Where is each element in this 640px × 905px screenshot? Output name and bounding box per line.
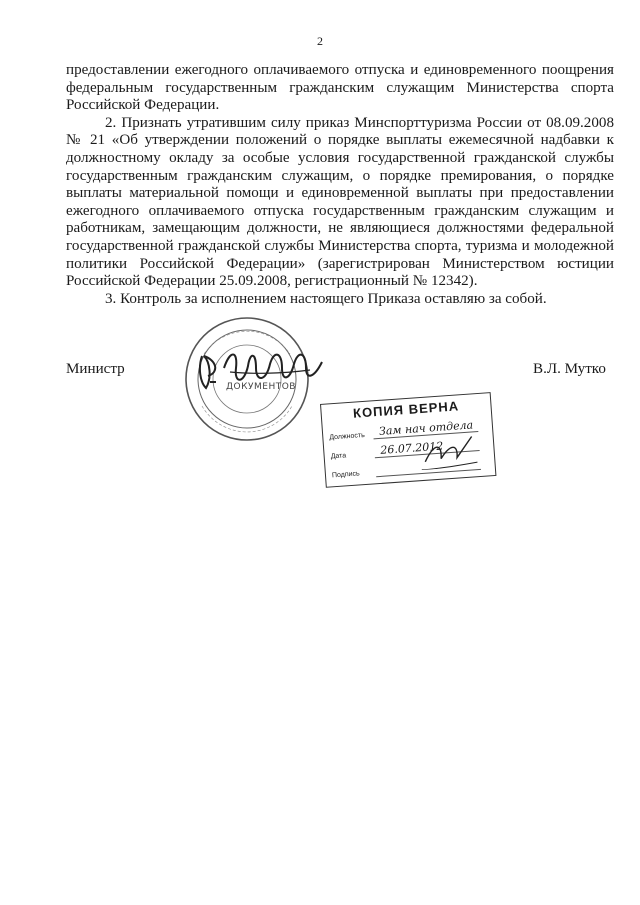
document-body (66, 62, 614, 308)
minister-name: В.Л. Мутко (533, 361, 606, 377)
stamp-signature-scribble (419, 432, 481, 470)
certification-stamp (320, 392, 496, 488)
stamp-signature-label: Подпись (331, 470, 360, 480)
paragraph-2: 2. Признать утратившим силу приказ Минспорттуризма России от 08.09.2008 № 21 «Об утверждении положений о порядке выплаты ежемесячной надбавки к должностному окладу за особые условия государственной гражданской службы государственным гражданским служащим, о порядке премирования, о порядке выплаты материальной помощи и единовременной выплаты при предоставлении ежегодного оплачиваемого отпуска государственным гражданским служащим и работникам, замещающим должности, не являющиеся должностями федеральной государственной гражданской службы Министерства спорта, туризма и молодежной политики Российской Федерации» (зарегистрирован Министерством юстиции Российской Федерации 25.09.2008, регистрационный № 12342). (66, 114, 614, 290)
stamp-date-label: Дата (330, 452, 347, 461)
stamp-signature-line (376, 469, 481, 477)
stamp-position-label: Должность (329, 431, 365, 442)
paragraph-continuation: предоставлении ежегодного оплачиваемого отпуска и единовременного поощрения федеральным государственным гражданским служащим Министерства спорта Российской Федерации. (66, 62, 614, 114)
page-number: 2 (317, 34, 323, 48)
seal-text: ДОКУМЕНТОВ (226, 382, 296, 392)
stamp-position-value: Зам нач отдела (373, 419, 479, 439)
handwritten-signature (190, 338, 330, 398)
paragraph-3: 3. Контроль за исполнением настоящего Приказа оставляю за собой. (105, 290, 547, 307)
minister-position-label: Министр (66, 361, 125, 377)
stamp-title: КОПИЯ ВЕРНА (352, 398, 460, 421)
stamp-date-value: 26.07.2012 (374, 438, 480, 458)
